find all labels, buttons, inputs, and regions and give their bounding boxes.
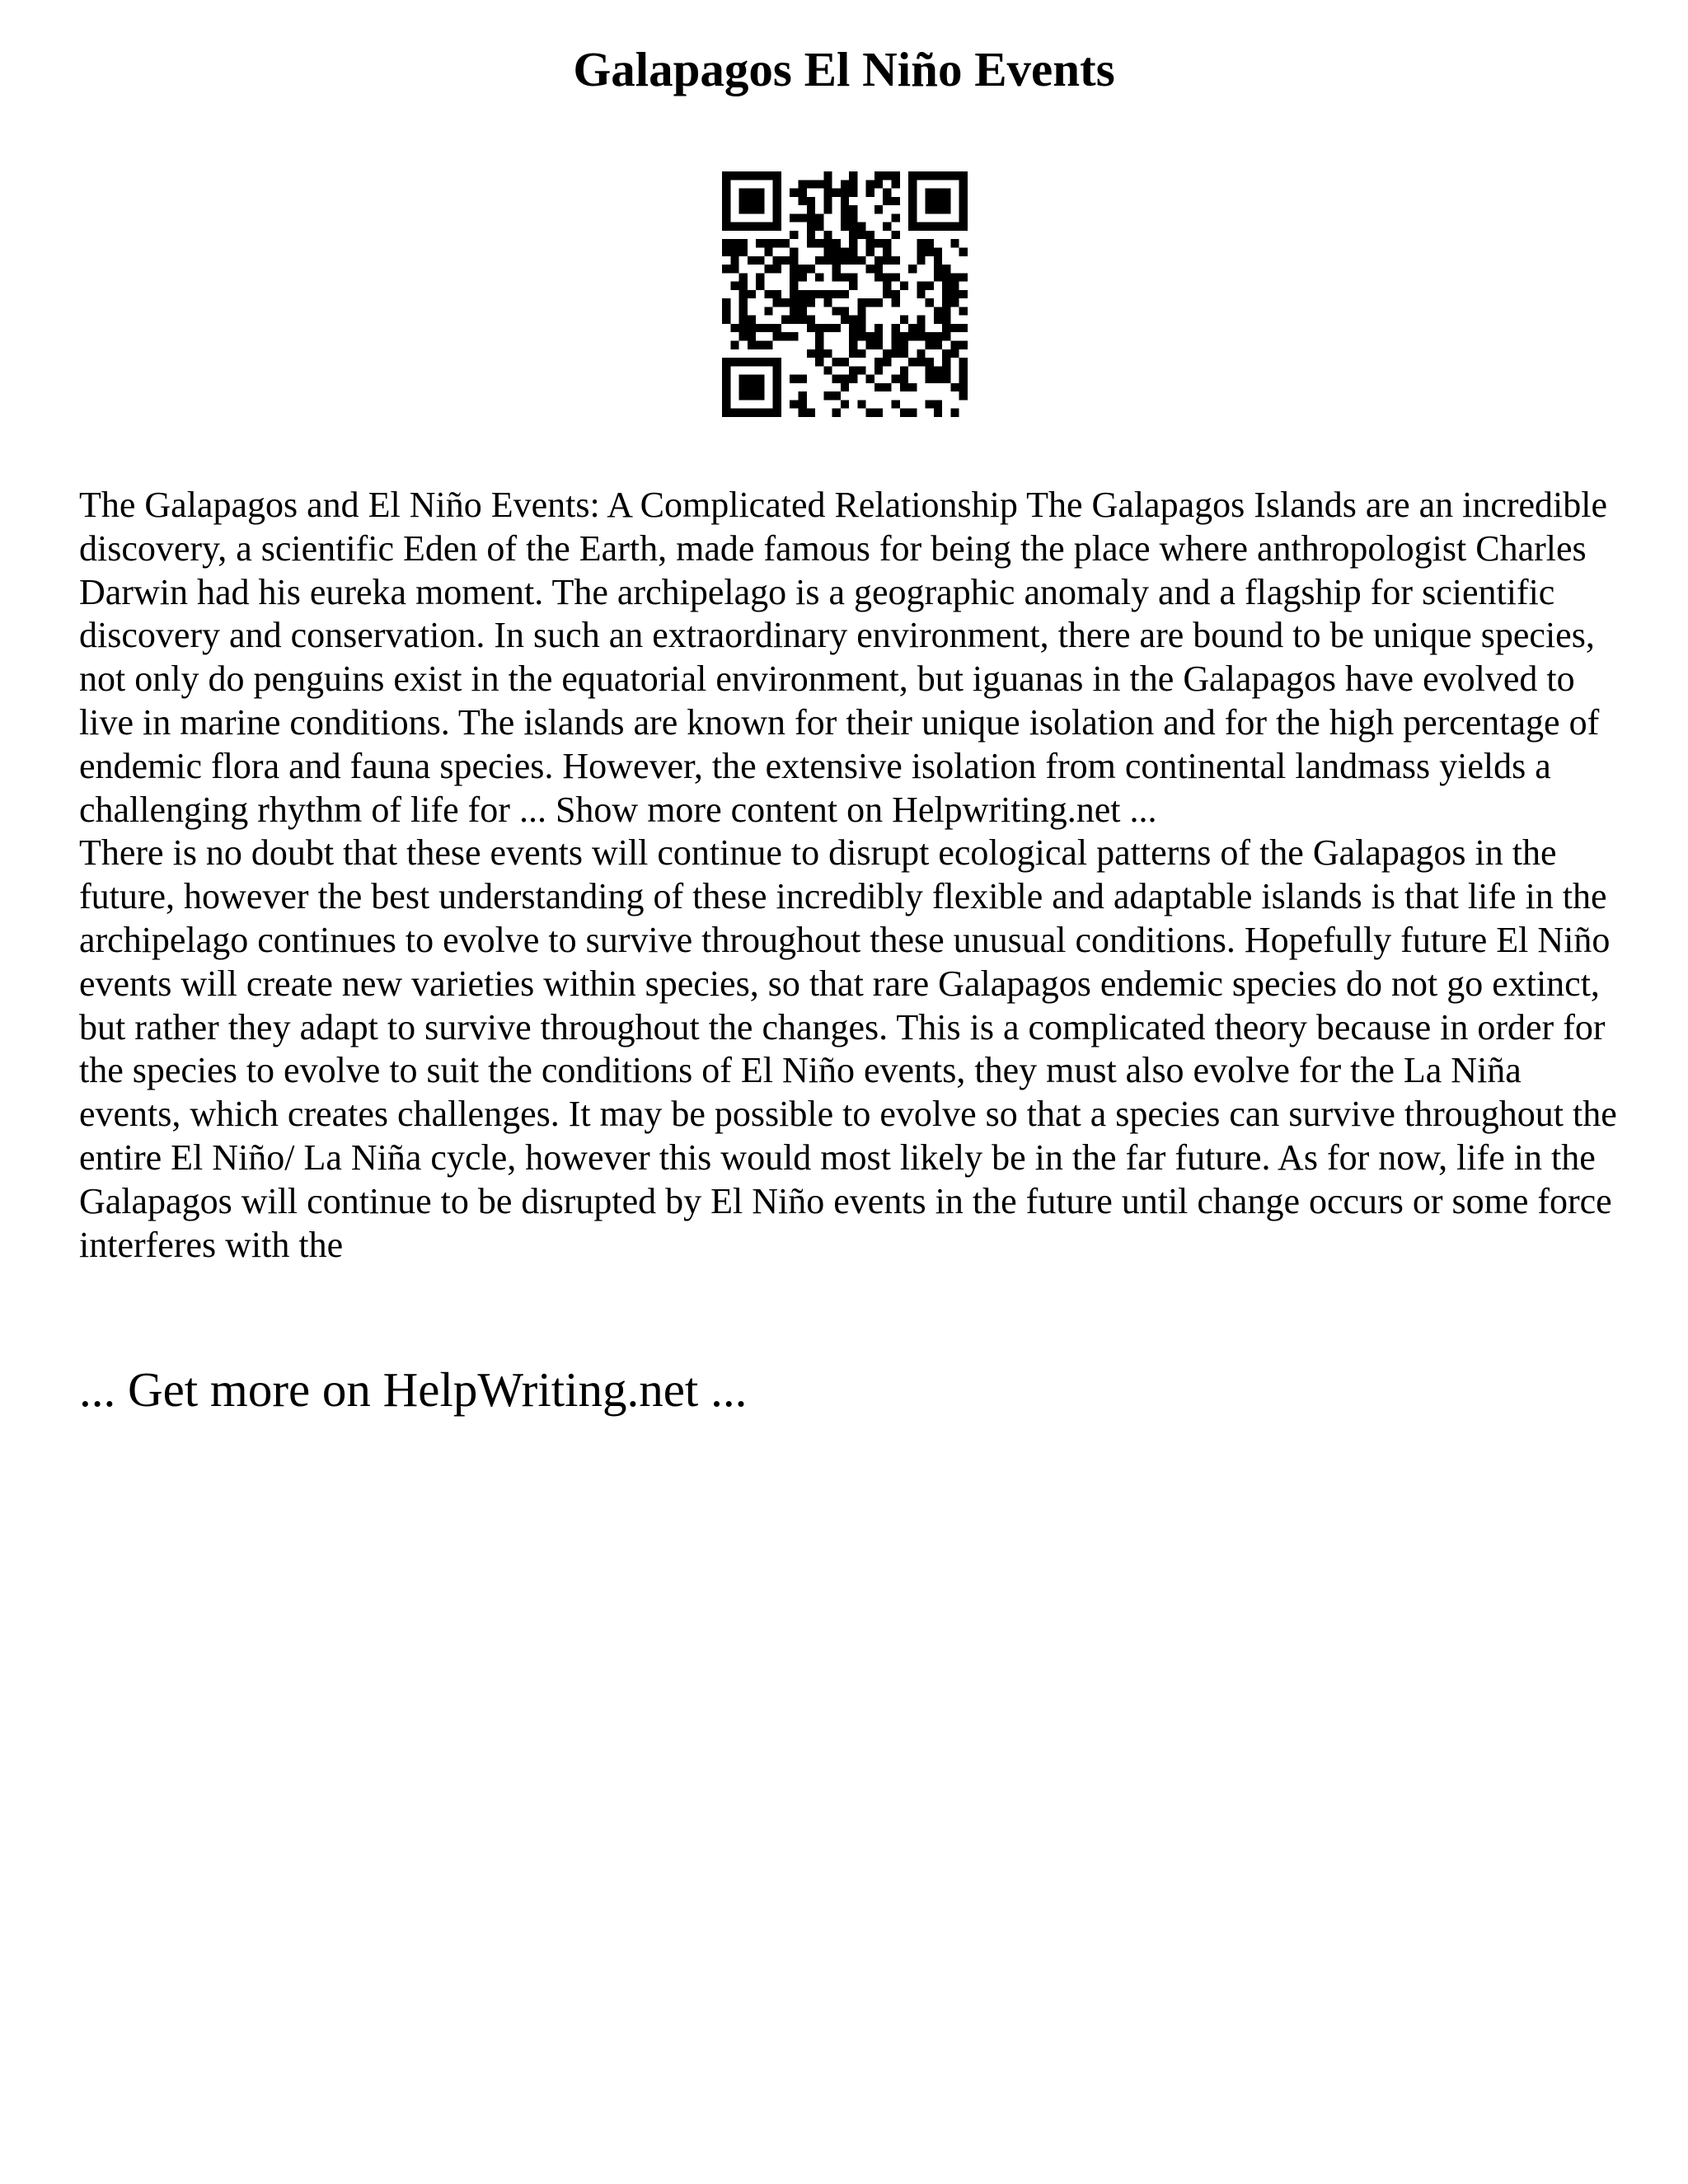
get-more-link[interactable]: ... Get more on HelpWriting.net ... xyxy=(79,1362,748,1417)
qr-code-graphic xyxy=(722,171,968,417)
page-title: Galapagos El Niño Events xyxy=(573,42,1115,96)
article-paragraph-2: There is no doubt that these events will continue to disrupt ecological patterns of the Galapagos in the future, however the best understanding of these incredibly flexible and adaptable islands is that life in the archipelago continues to evolve to survive throughout these unusual conditions. Hopefully future El Niño events will create new varieties within species, so that rare Galapagos endemic species do not go extinct, but rather they adapt to survive throughout the changes. This is a complicated theory because in order for the species to evolve to suit the conditions of El Niño events, they must also evolve for the La Niña events, which creates challenges. It may be possible to evolve so that a species can survive throughout the entire El Niño/ La Niña cycle, however this would most likely be in the far future. As for now, life in the Galapagos will continue to be disrupted by El Niño events in the future until change occurs or some force interferes with the xyxy=(79,832,1617,1265)
article-paragraph-1: The Galapagos and El Niño Events: A Complicated Relationship The Galapagos Islands are an incredible discovery, a scientific Eden of the Earth, made famous for being the place where anthropologist Charles Darwin had his eureka moment. The archipelago is a geographic anomaly and a flagship for scientific discovery and conservation. In such an extraordinary environment, there are bound to be unique species, not only do penguins exist in the equatorial environment, but iguanas in the Galapagos have evolved to live in marine conditions. The islands are known for their unique isolation and for the high percentage of endemic flora and fauna species. However, the extensive isolation from continental landmass yields a challenging rhythm of life for ... Show more content on Helpwriting.net ... xyxy=(79,485,1608,830)
qr-code-icon xyxy=(722,171,968,417)
article-body xyxy=(79,484,1629,1267)
